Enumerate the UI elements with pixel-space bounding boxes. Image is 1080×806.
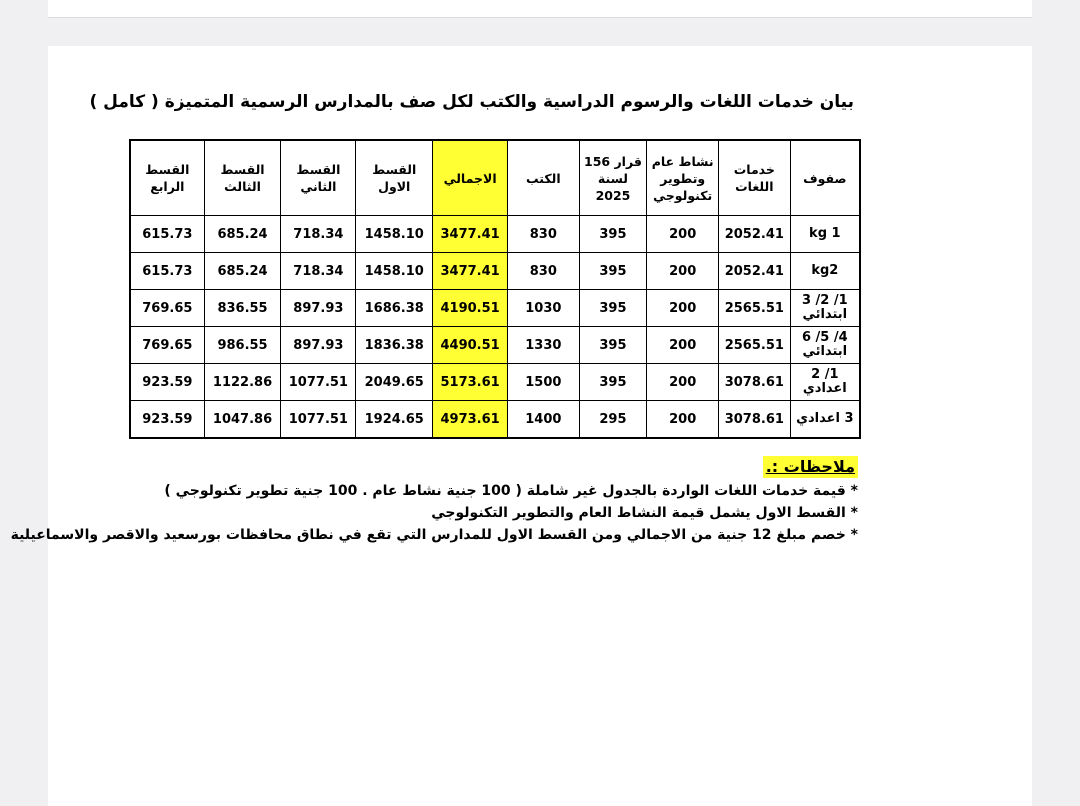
cell-installment-4: 615.73 bbox=[130, 216, 204, 253]
cell-books: 1400 bbox=[508, 401, 579, 439]
notes-title: ملاحظات :. bbox=[763, 456, 858, 478]
cell-installment-3: 685.24 bbox=[204, 253, 281, 290]
header-books: الكتب bbox=[508, 140, 579, 216]
cell-language-services: 2565.51 bbox=[719, 290, 791, 327]
cell-installment-4: 923.59 bbox=[130, 364, 204, 401]
cell-books: 830 bbox=[508, 253, 579, 290]
cell-books: 1500 bbox=[508, 364, 579, 401]
table-row bbox=[130, 364, 860, 401]
table-header-row bbox=[130, 140, 860, 216]
previous-page-edge bbox=[48, 0, 1032, 18]
cell-decree-156: 395 bbox=[579, 364, 647, 401]
cell-installment-1: 1686.38 bbox=[356, 290, 433, 327]
cell-decree-156: 395 bbox=[579, 253, 647, 290]
cell-total: 4190.51 bbox=[433, 290, 508, 327]
cell-installment-1: 1836.38 bbox=[356, 327, 433, 364]
header-decree-156: قرار 156 لسنة 2025 bbox=[579, 140, 647, 216]
cell-total: 5173.61 bbox=[433, 364, 508, 401]
cell-installment-2: 718.34 bbox=[281, 216, 356, 253]
cell-language-services: 3078.61 bbox=[719, 364, 791, 401]
cell-installment-2: 897.93 bbox=[281, 327, 356, 364]
cell-grade: 3 اعدادي bbox=[790, 401, 860, 439]
cell-installment-2: 718.34 bbox=[281, 253, 356, 290]
cell-language-services: 2565.51 bbox=[719, 327, 791, 364]
header-language-services: خدمات اللغات bbox=[719, 140, 791, 216]
cell-installment-3: 986.55 bbox=[204, 327, 281, 364]
cell-decree-156: 395 bbox=[579, 327, 647, 364]
cell-installment-4: 769.65 bbox=[130, 290, 204, 327]
cell-grade: kg2 bbox=[790, 253, 860, 290]
cell-installment-1: 1924.65 bbox=[356, 401, 433, 439]
table-row bbox=[130, 290, 860, 327]
cell-installment-4: 923.59 bbox=[130, 401, 204, 439]
cell-installment-2: 1077.51 bbox=[281, 364, 356, 401]
cell-installment-3: 1122.86 bbox=[204, 364, 281, 401]
cell-installment-3: 1047.86 bbox=[204, 401, 281, 439]
note-item: * خصم مبلغ 12 جنية من الاجمالي ومن القسط الاول للمدارس التي تقع في نطاق محافظات بورسعيد والاقصر والاسماعيلية bbox=[10, 527, 858, 543]
cell-installment-1: 2049.65 bbox=[356, 364, 433, 401]
cell-total: 4973.61 bbox=[433, 401, 508, 439]
header-activity-tech: نشاط عام وتطوير تكنولوجي bbox=[647, 140, 719, 216]
cell-installment-4: 615.73 bbox=[130, 253, 204, 290]
table-row bbox=[130, 401, 860, 439]
cell-books: 1030 bbox=[508, 290, 579, 327]
header-installment-2: القسط الثاني bbox=[281, 140, 356, 216]
fees-table bbox=[129, 139, 861, 439]
cell-grade: 1/ 2 اعدادي bbox=[790, 364, 860, 401]
header-installment-1: القسط الاول bbox=[356, 140, 433, 216]
cell-language-services: 2052.41 bbox=[719, 216, 791, 253]
cell-decree-156: 395 bbox=[579, 290, 647, 327]
header-total: الاجمالي bbox=[433, 140, 508, 216]
cell-installment-4: 769.65 bbox=[130, 327, 204, 364]
table-row bbox=[130, 253, 860, 290]
cell-grade: 4/ 5/ 6 ابتدائي bbox=[790, 327, 860, 364]
page-title: بيان خدمات اللغات والرسوم الدراسية والكتب لكل صف بالمدارس الرسمية المتميزة ( كامل ) bbox=[89, 92, 854, 112]
cell-total: 4490.51 bbox=[433, 327, 508, 364]
cell-activity-tech: 200 bbox=[647, 364, 719, 401]
cell-language-services: 2052.41 bbox=[719, 253, 791, 290]
cell-installment-3: 836.55 bbox=[204, 290, 281, 327]
cell-books: 1330 bbox=[508, 327, 579, 364]
cell-installment-3: 685.24 bbox=[204, 216, 281, 253]
cell-installment-1: 1458.10 bbox=[356, 216, 433, 253]
cell-decree-156: 295 bbox=[579, 401, 647, 439]
cell-activity-tech: 200 bbox=[647, 253, 719, 290]
cell-activity-tech: 200 bbox=[647, 327, 719, 364]
table-row bbox=[130, 327, 860, 364]
cell-language-services: 3078.61 bbox=[719, 401, 791, 439]
cell-total: 3477.41 bbox=[433, 216, 508, 253]
notes-section bbox=[10, 456, 858, 546]
cell-books: 830 bbox=[508, 216, 579, 253]
header-installment-3: القسط الثالث bbox=[204, 140, 281, 216]
table-row bbox=[130, 216, 860, 253]
cell-activity-tech: 200 bbox=[647, 216, 719, 253]
cell-decree-156: 395 bbox=[579, 216, 647, 253]
note-item: * قيمة خدمات اللغات الواردة بالجدول غير شاملة ( 100 جنية نشاط عام . 100 جنية تطوير تكنولوجي ) bbox=[164, 483, 858, 499]
cell-grade: kg 1 bbox=[790, 216, 860, 253]
note-item: * القسط الاول يشمل قيمة النشاط العام والتطوير التكنولوجي bbox=[431, 505, 858, 521]
cell-installment-2: 897.93 bbox=[281, 290, 356, 327]
header-grades: صفوف bbox=[790, 140, 860, 216]
cell-activity-tech: 200 bbox=[647, 290, 719, 327]
cell-activity-tech: 200 bbox=[647, 401, 719, 439]
cell-installment-1: 1458.10 bbox=[356, 253, 433, 290]
cell-total: 3477.41 bbox=[433, 253, 508, 290]
header-installment-4: القسط الرابع bbox=[130, 140, 204, 216]
cell-installment-2: 1077.51 bbox=[281, 401, 356, 439]
cell-grade: 1/ 2/ 3 ابتدائي bbox=[790, 290, 860, 327]
